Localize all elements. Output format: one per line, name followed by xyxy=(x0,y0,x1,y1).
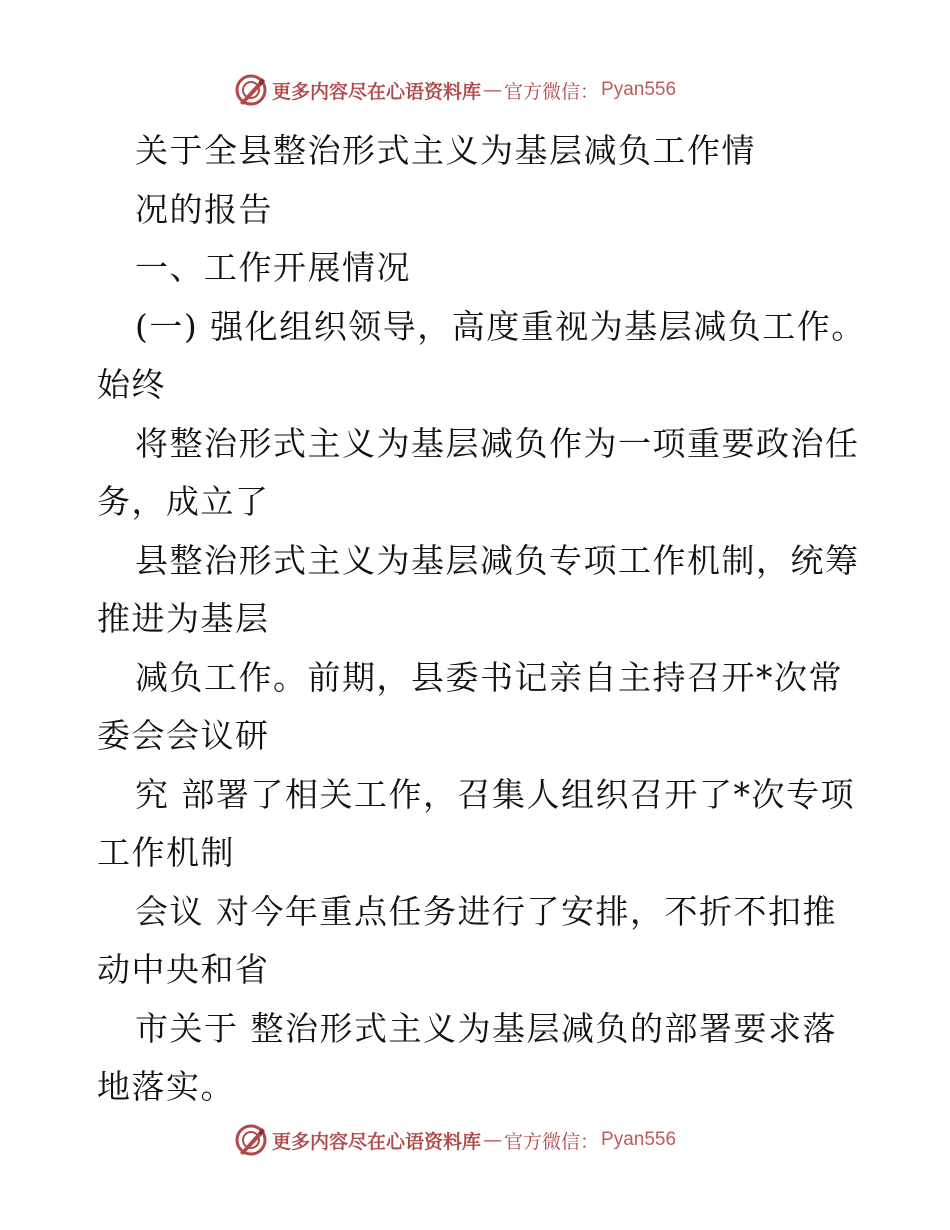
pen-logo-icon xyxy=(234,73,268,107)
paragraph-line: (一) 强化组织领导，高度重视为基层减负工作。 xyxy=(135,306,866,346)
pen-logo-icon xyxy=(234,1123,268,1157)
paragraph-line: 动中央和省 xyxy=(97,950,270,989)
paragraph-line: 究 部署了相关工作，召集人组织召开了*次专项 xyxy=(135,774,855,814)
paragraph-line: 工作机制 xyxy=(97,833,235,872)
paragraph-line: 始终 xyxy=(97,365,166,404)
watermark-label: 官方微信： xyxy=(504,1130,600,1153)
paragraph-line: 县整治形式主义为基层减负专项工作机制，统筹 xyxy=(135,540,860,580)
paragraph-line: 推进为基层 xyxy=(97,599,270,638)
header-watermark xyxy=(234,72,754,108)
watermark-separator: — xyxy=(483,79,503,101)
watermark-id: Pyan556 xyxy=(601,1129,677,1150)
watermark-brand: 更多内容尽在心语资料库 xyxy=(272,1130,482,1153)
paragraph-line: 地落实。 xyxy=(97,1067,235,1106)
title-line-2: 况的报告 xyxy=(135,189,273,229)
paragraph-line: 减负工作。前期，县委书记亲自主持召开*次常 xyxy=(135,657,843,697)
watermark-separator: — xyxy=(483,1129,503,1151)
paragraph-line: 会议 对今年重点任务进行了安排，不折不扣推 xyxy=(135,891,837,931)
footer-watermark xyxy=(234,1122,754,1158)
watermark-label: 官方微信： xyxy=(504,80,600,103)
title-line-1: 关于全县整治形式主义为基层减负工作情 xyxy=(135,131,756,170)
paragraph-line: 将整治形式主义为基层减负作为一项重要政治任 xyxy=(135,423,860,463)
watermark-brand: 更多内容尽在心语资料库 xyxy=(272,80,482,103)
paragraph-line: 委会会议研 xyxy=(97,716,270,755)
paragraph-line: 务，成立了 xyxy=(97,482,270,521)
section-heading: 一、工作开展情况 xyxy=(135,248,411,287)
watermark-id: Pyan556 xyxy=(601,79,677,100)
document-body xyxy=(97,122,866,1117)
paragraph-line: 市关于 整治形式主义为基层减负的部署要求落 xyxy=(135,1008,837,1048)
